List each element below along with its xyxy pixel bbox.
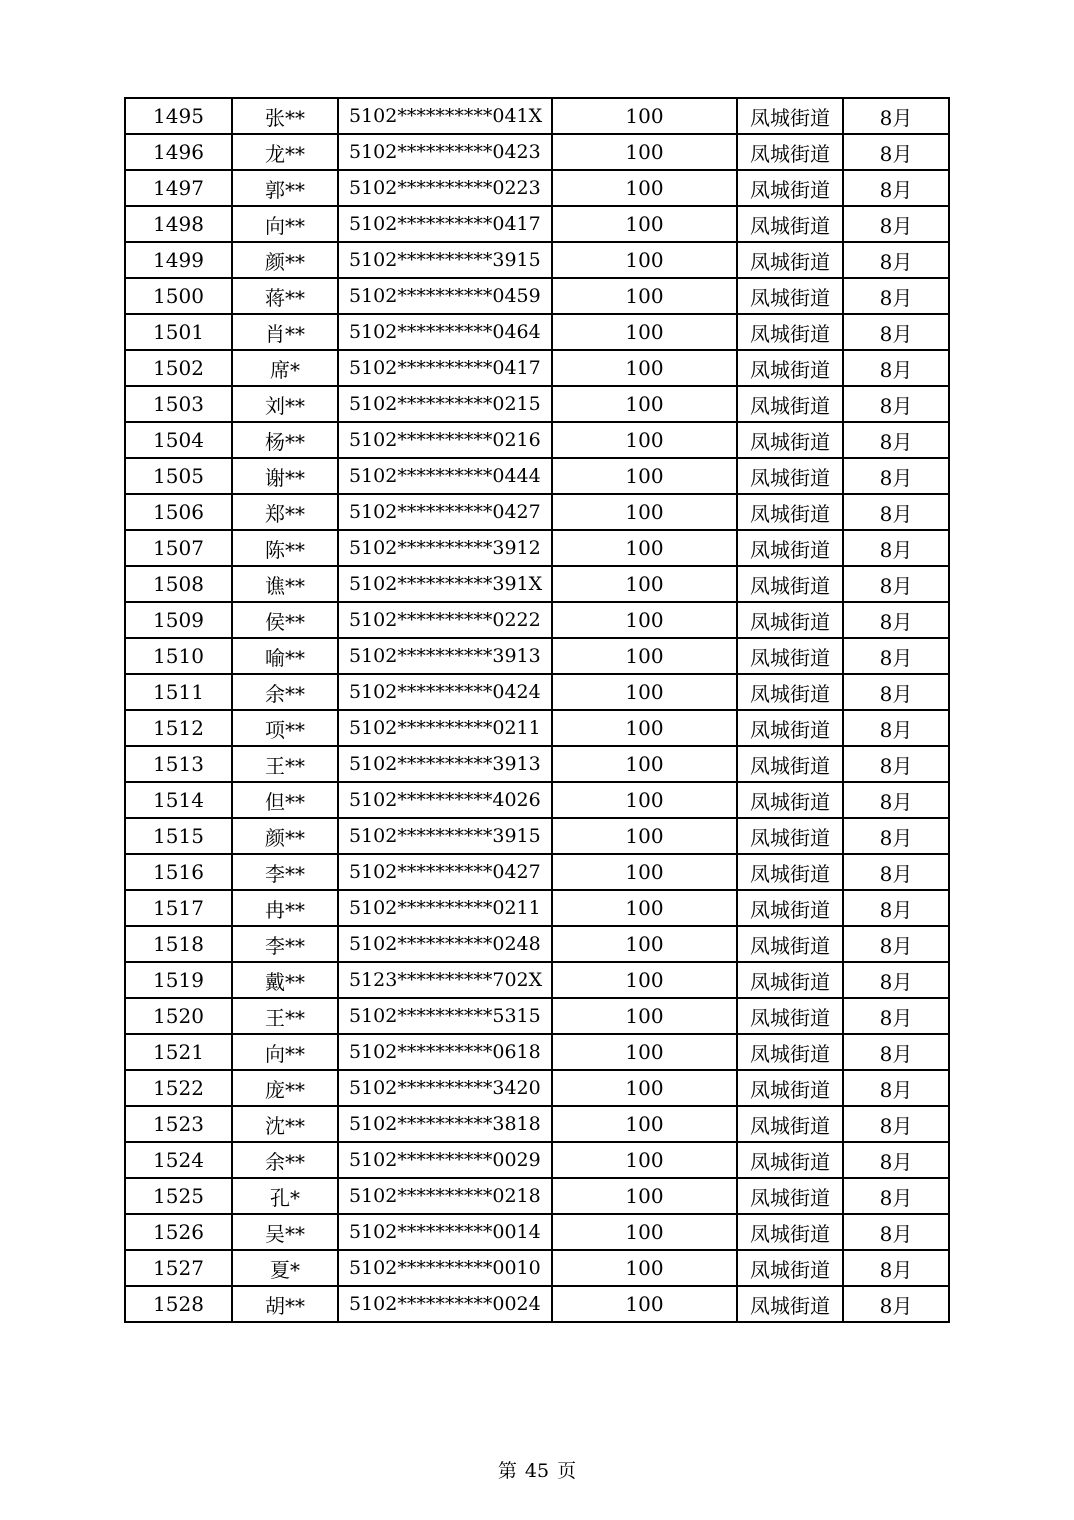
id-number-cell: 5102**********0464 (338, 314, 552, 350)
amount-cell: 100 (552, 710, 737, 746)
table-row (125, 962, 949, 998)
amount-cell: 100 (552, 890, 737, 926)
name-cell: 王** (232, 746, 338, 782)
row-number-cell: 1511 (125, 674, 232, 710)
amount-cell: 100 (552, 98, 737, 134)
table-row (125, 314, 949, 350)
id-number-cell: 5102**********0423 (338, 134, 552, 170)
id-number-cell: 5123**********702X (338, 962, 552, 998)
table-row (125, 134, 949, 170)
month-cell: 8月 (843, 926, 949, 962)
table-row (125, 1106, 949, 1142)
month-cell: 8月 (843, 1034, 949, 1070)
street-cell: 凤城街道 (737, 98, 843, 134)
row-number-cell: 1527 (125, 1250, 232, 1286)
table-row (125, 782, 949, 818)
table-row (125, 1250, 949, 1286)
month-cell: 8月 (843, 710, 949, 746)
name-cell: 杨** (232, 422, 338, 458)
month-cell: 8月 (843, 746, 949, 782)
id-number-cell: 5102**********4026 (338, 782, 552, 818)
row-number-cell: 1510 (125, 638, 232, 674)
table-row (125, 458, 949, 494)
table-row (125, 242, 949, 278)
amount-cell: 100 (552, 206, 737, 242)
id-number-cell: 5102**********3912 (338, 530, 552, 566)
row-number-cell: 1520 (125, 998, 232, 1034)
row-number-cell: 1507 (125, 530, 232, 566)
month-cell: 8月 (843, 1286, 949, 1322)
street-cell: 凤城街道 (737, 1178, 843, 1214)
street-cell: 凤城街道 (737, 1142, 843, 1178)
street-cell: 凤城街道 (737, 1070, 843, 1106)
table-row (125, 746, 949, 782)
id-number-cell: 5102**********0223 (338, 170, 552, 206)
id-number-cell: 5102**********041X (338, 98, 552, 134)
row-number-cell: 1523 (125, 1106, 232, 1142)
id-number-cell: 5102**********3915 (338, 242, 552, 278)
row-number-cell: 1513 (125, 746, 232, 782)
amount-cell: 100 (552, 602, 737, 638)
month-cell: 8月 (843, 278, 949, 314)
name-cell: 余** (232, 674, 338, 710)
row-number-cell: 1496 (125, 134, 232, 170)
table-row (125, 566, 949, 602)
street-cell: 凤城街道 (737, 242, 843, 278)
table-row (125, 710, 949, 746)
amount-cell: 100 (552, 350, 737, 386)
name-cell: 但** (232, 782, 338, 818)
row-number-cell: 1499 (125, 242, 232, 278)
name-cell: 胡** (232, 1286, 338, 1322)
amount-cell: 100 (552, 242, 737, 278)
row-number-cell: 1501 (125, 314, 232, 350)
record-table (124, 97, 950, 1323)
month-cell: 8月 (843, 1070, 949, 1106)
name-cell: 李** (232, 926, 338, 962)
name-cell: 喻** (232, 638, 338, 674)
id-number-cell: 5102**********0248 (338, 926, 552, 962)
table-row (125, 602, 949, 638)
table-row (125, 278, 949, 314)
street-cell: 凤城街道 (737, 782, 843, 818)
id-number-cell: 5102**********0216 (338, 422, 552, 458)
amount-cell: 100 (552, 422, 737, 458)
street-cell: 凤城街道 (737, 314, 843, 350)
page-number: 45 (524, 1460, 550, 1482)
amount-cell: 100 (552, 746, 737, 782)
row-number-cell: 1497 (125, 170, 232, 206)
month-cell: 8月 (843, 314, 949, 350)
street-cell: 凤城街道 (737, 602, 843, 638)
row-number-cell: 1524 (125, 1142, 232, 1178)
id-number-cell: 5102**********0417 (338, 206, 552, 242)
month-cell: 8月 (843, 350, 949, 386)
page-footer-prefix: 第 (497, 1460, 517, 1482)
month-cell: 8月 (843, 854, 949, 890)
row-number-cell: 1495 (125, 98, 232, 134)
row-number-cell: 1502 (125, 350, 232, 386)
amount-cell: 100 (552, 998, 737, 1034)
street-cell: 凤城街道 (737, 1250, 843, 1286)
amount-cell: 100 (552, 1034, 737, 1070)
name-cell: 陈** (232, 530, 338, 566)
id-number-cell: 5102**********0211 (338, 710, 552, 746)
name-cell: 冉** (232, 890, 338, 926)
month-cell: 8月 (843, 1178, 949, 1214)
id-number-cell: 5102**********0218 (338, 1178, 552, 1214)
street-cell: 凤城街道 (737, 854, 843, 890)
name-cell: 余** (232, 1142, 338, 1178)
page-footer (0, 1456, 1074, 1483)
name-cell: 谢** (232, 458, 338, 494)
name-cell: 向** (232, 206, 338, 242)
amount-cell: 100 (552, 278, 737, 314)
street-cell: 凤城街道 (737, 710, 843, 746)
table-row (125, 890, 949, 926)
table-row (125, 1142, 949, 1178)
name-cell: 郭** (232, 170, 338, 206)
id-number-cell: 5102**********0222 (338, 602, 552, 638)
street-cell: 凤城街道 (737, 1106, 843, 1142)
id-number-cell: 5102**********0427 (338, 494, 552, 530)
amount-cell: 100 (552, 818, 737, 854)
amount-cell: 100 (552, 170, 737, 206)
name-cell: 张** (232, 98, 338, 134)
month-cell: 8月 (843, 134, 949, 170)
row-number-cell: 1505 (125, 458, 232, 494)
month-cell: 8月 (843, 566, 949, 602)
name-cell: 向** (232, 1034, 338, 1070)
street-cell: 凤城街道 (737, 494, 843, 530)
id-number-cell: 5102**********0024 (338, 1286, 552, 1322)
amount-cell: 100 (552, 530, 737, 566)
month-cell: 8月 (843, 98, 949, 134)
row-number-cell: 1504 (125, 422, 232, 458)
month-cell: 8月 (843, 422, 949, 458)
table-row (125, 206, 949, 242)
name-cell: 刘** (232, 386, 338, 422)
street-cell: 凤城街道 (737, 998, 843, 1034)
id-number-cell: 5102**********5315 (338, 998, 552, 1034)
id-number-cell: 5102**********391X (338, 566, 552, 602)
amount-cell: 100 (552, 458, 737, 494)
name-cell: 项** (232, 710, 338, 746)
row-number-cell: 1500 (125, 278, 232, 314)
amount-cell: 100 (552, 566, 737, 602)
name-cell: 王** (232, 998, 338, 1034)
month-cell: 8月 (843, 1250, 949, 1286)
row-number-cell: 1498 (125, 206, 232, 242)
name-cell: 颜** (232, 242, 338, 278)
month-cell: 8月 (843, 242, 949, 278)
name-cell: 孔* (232, 1178, 338, 1214)
table-row (125, 98, 949, 134)
month-cell: 8月 (843, 1214, 949, 1250)
month-cell: 8月 (843, 782, 949, 818)
table-row (125, 854, 949, 890)
street-cell: 凤城街道 (737, 458, 843, 494)
street-cell: 凤城街道 (737, 134, 843, 170)
row-number-cell: 1516 (125, 854, 232, 890)
street-cell: 凤城街道 (737, 926, 843, 962)
name-cell: 蒋** (232, 278, 338, 314)
id-number-cell: 5102**********0424 (338, 674, 552, 710)
name-cell: 李** (232, 854, 338, 890)
row-number-cell: 1506 (125, 494, 232, 530)
id-number-cell: 5102**********3420 (338, 1070, 552, 1106)
table-row (125, 1034, 949, 1070)
street-cell: 凤城街道 (737, 530, 843, 566)
table-row (125, 818, 949, 854)
id-number-cell: 5102**********0444 (338, 458, 552, 494)
id-number-cell: 5102**********0459 (338, 278, 552, 314)
table-row (125, 170, 949, 206)
row-number-cell: 1526 (125, 1214, 232, 1250)
amount-cell: 100 (552, 386, 737, 422)
id-number-cell: 5102**********3915 (338, 818, 552, 854)
row-number-cell: 1522 (125, 1070, 232, 1106)
name-cell: 颜** (232, 818, 338, 854)
id-number-cell: 5102**********3913 (338, 746, 552, 782)
table-row (125, 1070, 949, 1106)
street-cell: 凤城街道 (737, 674, 843, 710)
row-number-cell: 1518 (125, 926, 232, 962)
month-cell: 8月 (843, 602, 949, 638)
month-cell: 8月 (843, 962, 949, 998)
id-number-cell: 5102**********0417 (338, 350, 552, 386)
row-number-cell: 1519 (125, 962, 232, 998)
street-cell: 凤城街道 (737, 746, 843, 782)
table-row (125, 638, 949, 674)
row-number-cell: 1512 (125, 710, 232, 746)
row-number-cell: 1525 (125, 1178, 232, 1214)
amount-cell: 100 (552, 314, 737, 350)
month-cell: 8月 (843, 890, 949, 926)
row-number-cell: 1514 (125, 782, 232, 818)
id-number-cell: 5102**********3818 (338, 1106, 552, 1142)
month-cell: 8月 (843, 458, 949, 494)
street-cell: 凤城街道 (737, 206, 843, 242)
street-cell: 凤城街道 (737, 422, 843, 458)
table-row (125, 422, 949, 458)
id-number-cell: 5102**********0618 (338, 1034, 552, 1070)
month-cell: 8月 (843, 386, 949, 422)
table-row (125, 998, 949, 1034)
amount-cell: 100 (552, 638, 737, 674)
amount-cell: 100 (552, 494, 737, 530)
id-number-cell: 5102**********3913 (338, 638, 552, 674)
table-row (125, 1286, 949, 1322)
street-cell: 凤城街道 (737, 386, 843, 422)
table-row (125, 494, 949, 530)
name-cell: 戴** (232, 962, 338, 998)
street-cell: 凤城街道 (737, 890, 843, 926)
month-cell: 8月 (843, 818, 949, 854)
name-cell: 吴** (232, 1214, 338, 1250)
amount-cell: 100 (552, 926, 737, 962)
amount-cell: 100 (552, 1070, 737, 1106)
month-cell: 8月 (843, 1142, 949, 1178)
row-number-cell: 1515 (125, 818, 232, 854)
table-row (125, 674, 949, 710)
name-cell: 肖** (232, 314, 338, 350)
month-cell: 8月 (843, 170, 949, 206)
id-number-cell: 5102**********0215 (338, 386, 552, 422)
street-cell: 凤城街道 (737, 1286, 843, 1322)
name-cell: 郑** (232, 494, 338, 530)
table-row (125, 386, 949, 422)
amount-cell: 100 (552, 1214, 737, 1250)
street-cell: 凤城街道 (737, 170, 843, 206)
month-cell: 8月 (843, 530, 949, 566)
page-footer-suffix: 页 (557, 1460, 577, 1482)
street-cell: 凤城街道 (737, 1214, 843, 1250)
street-cell: 凤城街道 (737, 638, 843, 674)
street-cell: 凤城街道 (737, 566, 843, 602)
amount-cell: 100 (552, 854, 737, 890)
table-row (125, 530, 949, 566)
id-number-cell: 5102**********0029 (338, 1142, 552, 1178)
amount-cell: 100 (552, 1178, 737, 1214)
amount-cell: 100 (552, 674, 737, 710)
street-cell: 凤城街道 (737, 278, 843, 314)
month-cell: 8月 (843, 674, 949, 710)
month-cell: 8月 (843, 998, 949, 1034)
table-row (125, 926, 949, 962)
month-cell: 8月 (843, 206, 949, 242)
amount-cell: 100 (552, 134, 737, 170)
amount-cell: 100 (552, 1250, 737, 1286)
name-cell: 谯** (232, 566, 338, 602)
row-number-cell: 1509 (125, 602, 232, 638)
row-number-cell: 1517 (125, 890, 232, 926)
street-cell: 凤城街道 (737, 1034, 843, 1070)
id-number-cell: 5102**********0211 (338, 890, 552, 926)
amount-cell: 100 (552, 782, 737, 818)
month-cell: 8月 (843, 638, 949, 674)
street-cell: 凤城街道 (737, 818, 843, 854)
amount-cell: 100 (552, 962, 737, 998)
name-cell: 庞** (232, 1070, 338, 1106)
record-table-body (125, 98, 949, 1322)
amount-cell: 100 (552, 1286, 737, 1322)
month-cell: 8月 (843, 1106, 949, 1142)
name-cell: 龙** (232, 134, 338, 170)
street-cell: 凤城街道 (737, 962, 843, 998)
amount-cell: 100 (552, 1142, 737, 1178)
street-cell: 凤城街道 (737, 350, 843, 386)
month-cell: 8月 (843, 494, 949, 530)
name-cell: 夏* (232, 1250, 338, 1286)
table-row (125, 1178, 949, 1214)
row-number-cell: 1503 (125, 386, 232, 422)
id-number-cell: 5102**********0010 (338, 1250, 552, 1286)
table-row (125, 350, 949, 386)
name-cell: 沈** (232, 1106, 338, 1142)
name-cell: 侯** (232, 602, 338, 638)
id-number-cell: 5102**********0427 (338, 854, 552, 890)
row-number-cell: 1521 (125, 1034, 232, 1070)
amount-cell: 100 (552, 1106, 737, 1142)
row-number-cell: 1508 (125, 566, 232, 602)
row-number-cell: 1528 (125, 1286, 232, 1322)
id-number-cell: 5102**********0014 (338, 1214, 552, 1250)
table-row (125, 1214, 949, 1250)
name-cell: 席* (232, 350, 338, 386)
